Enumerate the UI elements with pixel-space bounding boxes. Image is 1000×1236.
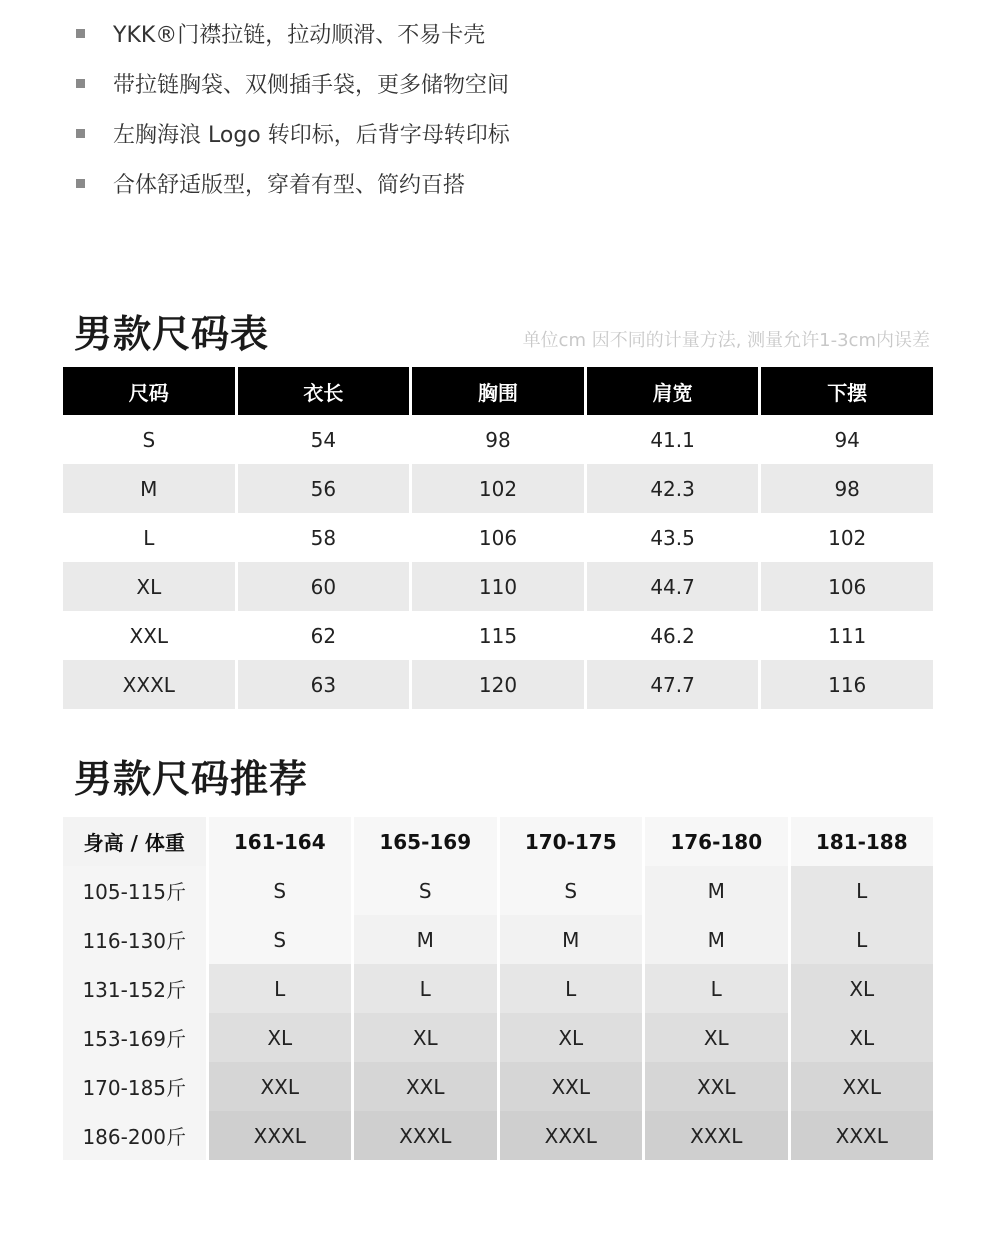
feature-text: 合体舒适版型，穿着有型、简约百搭: [113, 172, 466, 198]
table-cell: 116: [761, 660, 933, 709]
size-cell: XXL: [354, 1062, 497, 1111]
size-cell: L: [209, 964, 352, 1013]
size-cell: XL: [209, 1013, 352, 1062]
table-cell: 106: [412, 513, 584, 562]
column-header: 尺码: [63, 367, 235, 415]
corner-header: 身高 / 体重: [63, 817, 206, 866]
table-cell: 110: [412, 562, 584, 611]
size-cell: XXL: [209, 1062, 352, 1111]
table-cell: 120: [412, 660, 584, 709]
table-cell: 47.7: [587, 660, 759, 709]
weight-label: 105-115斤: [63, 866, 206, 915]
size-cell: XL: [645, 1013, 788, 1062]
square-bullet-icon: [76, 79, 85, 88]
square-bullet-icon: [76, 129, 85, 138]
column-header: 肩宽: [587, 367, 759, 415]
size-cell: M: [645, 915, 788, 964]
size-cell: XL: [791, 1013, 934, 1062]
weight-label: 170-185斤: [63, 1062, 206, 1111]
feature-item: [76, 8, 510, 58]
table-row: [63, 660, 933, 709]
table-cell: 94: [761, 415, 933, 464]
table-cell: 43.5: [587, 513, 759, 562]
size-cell: S: [209, 866, 352, 915]
table-cell: 41.1: [587, 415, 759, 464]
size-cell: S: [354, 866, 497, 915]
square-bullet-icon: [76, 29, 85, 38]
size-cell: L: [500, 964, 643, 1013]
size-cell: S: [209, 915, 352, 964]
feature-text: 带拉链胸袋、双侧插手袋，更多储物空间: [113, 72, 510, 98]
table-row: [63, 915, 933, 964]
table-row: [63, 562, 933, 611]
size-cell: XXL: [645, 1062, 788, 1111]
table-cell: 98: [412, 415, 584, 464]
size-chart-table: [60, 367, 936, 709]
height-header: 176-180: [645, 817, 788, 866]
table-cell: 98: [761, 464, 933, 513]
table-row: [63, 1062, 933, 1111]
size-cell: M: [354, 915, 497, 964]
table-cell: S: [63, 415, 235, 464]
feature-item: [76, 58, 510, 108]
table-cell: XXXL: [63, 660, 235, 709]
size-cell: XL: [791, 964, 934, 1013]
table-row: [63, 464, 933, 513]
size-cell: XXXL: [791, 1111, 934, 1160]
height-header: 181-188: [791, 817, 934, 866]
table-cell: XXL: [63, 611, 235, 660]
feature-list: [76, 8, 510, 208]
table-cell: 44.7: [587, 562, 759, 611]
table-cell: 106: [761, 562, 933, 611]
table-cell: 42.3: [587, 464, 759, 513]
size-cell: XXXL: [209, 1111, 352, 1160]
size-cell: XXXL: [354, 1111, 497, 1160]
column-header: 胸围: [412, 367, 584, 415]
table-cell: XL: [63, 562, 235, 611]
feature-item: [76, 108, 510, 158]
table-row: [63, 1013, 933, 1062]
table-header-row: [63, 367, 933, 415]
feature-item: [76, 158, 510, 208]
size-cell: XXL: [500, 1062, 643, 1111]
square-bullet-icon: [76, 179, 85, 188]
size-cell: XXXL: [645, 1111, 788, 1160]
size-cell: S: [500, 866, 643, 915]
table-cell: L: [63, 513, 235, 562]
table-cell: 56: [238, 464, 410, 513]
table-row: [63, 866, 933, 915]
feature-text: YKK®门襟拉链，拉动顺滑、不易卡壳: [113, 22, 486, 48]
feature-text: 左胸海浪 Logo 转印标，后背字母转印标: [113, 122, 510, 148]
weight-label: 131-152斤: [63, 964, 206, 1013]
column-header: 衣长: [238, 367, 410, 415]
size-chart-title: 男款尺码表: [74, 312, 270, 356]
size-cell: M: [500, 915, 643, 964]
table-row: [63, 964, 933, 1013]
table-cell: 60: [238, 562, 410, 611]
height-header: 161-164: [209, 817, 352, 866]
table-cell: M: [63, 464, 235, 513]
size-cell: L: [354, 964, 497, 1013]
table-row: [63, 513, 933, 562]
size-recommend-table: [60, 817, 936, 1160]
table-cell: 102: [412, 464, 584, 513]
size-cell: L: [791, 915, 934, 964]
size-cell: XL: [500, 1013, 643, 1062]
table-row: [63, 415, 933, 464]
column-header: 下摆: [761, 367, 933, 415]
table-cell: 115: [412, 611, 584, 660]
size-cell: XXL: [791, 1062, 934, 1111]
weight-label: 153-169斤: [63, 1013, 206, 1062]
weight-label: 186-200斤: [63, 1111, 206, 1160]
height-header: 170-175: [500, 817, 643, 866]
table-cell: 62: [238, 611, 410, 660]
size-cell: L: [791, 866, 934, 915]
size-cell: L: [645, 964, 788, 1013]
height-header: 165-169: [354, 817, 497, 866]
recommend-title: 男款尺码推荐: [74, 757, 309, 801]
table-header-row: [63, 817, 933, 866]
table-row: [63, 611, 933, 660]
table-cell: 58: [238, 513, 410, 562]
size-cell: XXXL: [500, 1111, 643, 1160]
table-cell: 111: [761, 611, 933, 660]
table-cell: 63: [238, 660, 410, 709]
size-cell: XL: [354, 1013, 497, 1062]
table-row: [63, 1111, 933, 1160]
table-cell: 102: [761, 513, 933, 562]
weight-label: 116-130斤: [63, 915, 206, 964]
table-cell: 54: [238, 415, 410, 464]
table-cell: 46.2: [587, 611, 759, 660]
size-cell: M: [645, 866, 788, 915]
measurement-note: 单位cm 因不同的计量方法, 测量允许1-3cm内误差: [522, 330, 930, 351]
